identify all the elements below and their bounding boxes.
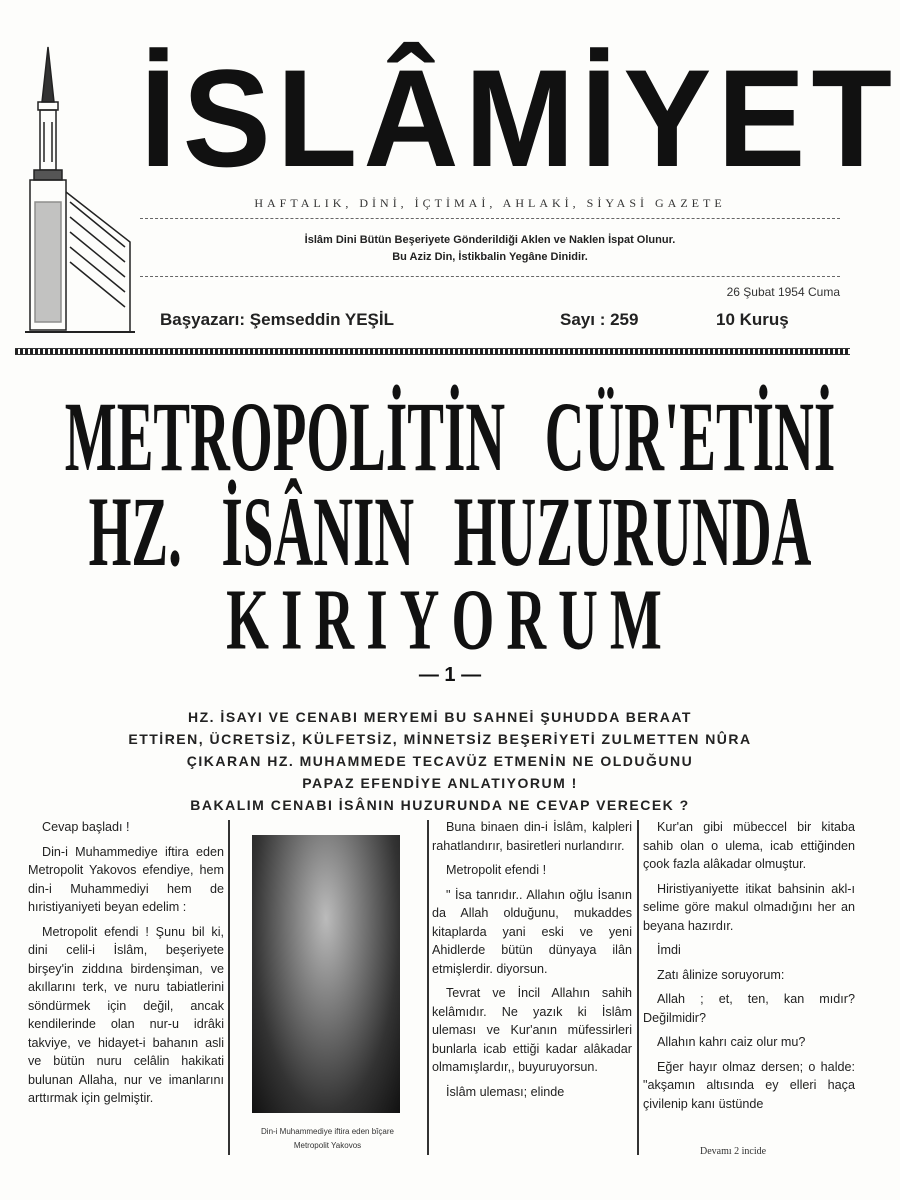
paragraph: Hiristiyaniyette itikat bahsinin akl-ı selime göre makul olmadığını her an beyana hazırdır. <box>643 881 855 933</box>
paragraph: Metropolit efendi ! Şunu bil ki, dini celil-i İslâm, beşeriyete birşey'in ziddına birdenşiman, ve akıllarını terk, ve nuru tabiatlerini söndürmek için değil, ancak kendilerinde olan nur-u idrâki takviye, ve hidayet-i bahanın asli ve bütün nuru celâlin hakikati bulunan Allaha, nur ve imanlarını arttırmak için gelmiştir. <box>28 924 224 1105</box>
caption-line: Din-i Muhammediye iftira eden bîçare <box>261 1127 394 1136</box>
subheadline-line: PAPAZ EFENDİYE ANLATIYORUM ! <box>302 775 578 791</box>
part-number: — 1 — <box>418 664 482 686</box>
newspaper-title: İSLÂMİYET <box>140 41 899 196</box>
paragraph: İmdi <box>657 943 681 957</box>
editor-name: Başyazarı: Şemseddin YEŞİL <box>160 310 395 329</box>
paragraph: İslâm uleması; elinde <box>446 1084 565 1099</box>
headline-line-2: HZ. İSÂNIN HUZURUNDA <box>88 476 812 587</box>
issue-number: Sayı : 259 <box>560 310 639 329</box>
paragraph: Tevrat ve İncil Allahın sahih kelâmıdır. Ne yazık ki İslâm uleması ve Kur'anın müfessirleri bunlarla icab ettiği kadar alâkadar olmamışlardır,, buyuruyorsun. <box>432 986 632 1074</box>
portrait-photo <box>252 835 400 1113</box>
column-divider <box>427 820 429 1155</box>
issue-date: 26 Şubat 1954 Cuma <box>726 285 840 299</box>
motto-line: İslâm Dini Bütün Beşeriyete Gönderildiği Aklen ve Naklen İspat Olunur. <box>304 234 676 246</box>
paragraph: " İsa tanrıdır.. Allahın oğlu İsanın da Allah olduğunu, mukaddes kitaplarda yani eski ve yeni Ahidlerde bütün dünyaya ilân etmişlerdir. diyorsun. <box>432 887 632 976</box>
caption-line: Metropolit Yakovos <box>293 1141 362 1150</box>
article-column-3 <box>432 818 632 1107</box>
subheadline-line: BAKALIM CENABI İSÂNIN HUZURUNDA NE CEVAP VERECEK ? <box>190 797 690 813</box>
article-column-4 <box>643 818 855 1119</box>
paragraph: Eğer hayır olmaz dersen; o halde: "akşamın altısında ey elleri haça çivilenip kanı üstünde <box>643 1059 855 1111</box>
subheadline <box>30 706 850 816</box>
headline-line-3: KIRIYORUM <box>226 571 674 668</box>
column-divider <box>637 820 639 1155</box>
paragraph: Allahın kahrı caiz olur mu? <box>657 1035 806 1049</box>
ornamental-rule <box>15 348 850 355</box>
column-divider <box>228 820 230 1155</box>
article-column-1 <box>28 818 224 1114</box>
continued-note: Devamı 2 incide <box>700 1146 767 1157</box>
divider <box>140 276 840 277</box>
subheadline-line: ÇIKARAN HZ. MUHAMMEDE TECAVÜZ ETMENİN NE OLDUĞUNU <box>186 753 694 769</box>
minaret-logo <box>20 42 140 342</box>
subheadline-line: HZ. İSAYI VE CENABI MERYEMİ BU SAHNEİ ŞUHUDDA BERAAT <box>187 709 692 725</box>
price: 10 Kuruş <box>716 310 789 329</box>
headline-line-1: METROPOLİTİN CÜR'ETİNİ <box>64 381 836 492</box>
paragraph: Buna binaen din-i İslâm, kalpleri rahatlandırır, basiretleri nurlandırır. <box>432 820 632 853</box>
subheadline-line: ETTİREN, ÜCRETSİZ, KÜLFETSİZ, MİNNETSİZ BEŞERİYETİ ZULMETTEN NÛRA <box>128 731 752 747</box>
paragraph: Cevap başladı ! <box>42 820 130 834</box>
newspaper-subtitle: HAFTALIK, DİNİ, İÇTİMAİ, AHLAKİ, SİYASİ GAZETE <box>254 196 726 210</box>
paragraph: Zatı âlinize soruyorum: <box>657 967 785 982</box>
motto-line: Bu Aziz Din, İstikbalin Yegâne Dinidir. <box>392 251 588 263</box>
photo-caption <box>230 1125 425 1153</box>
divider <box>140 218 840 219</box>
paragraph: Allah ; et, ten, kan mıdır? Değilmidir? <box>643 992 855 1025</box>
paragraph: Kur'an gibi mübeccel bir kitaba sahib olan o ulema, icab ettiğinden çook fazla alâkadar olmuştur. <box>643 820 855 871</box>
paragraph: Din-i Muhammediye iftira eden Metropolit Yakovos efendiye, hem din-i Muhammediyi hem de hıristiyaniyeti beyan edelim : <box>28 844 224 914</box>
motto <box>140 232 840 266</box>
paragraph: Metropolit efendi ! <box>446 863 547 877</box>
